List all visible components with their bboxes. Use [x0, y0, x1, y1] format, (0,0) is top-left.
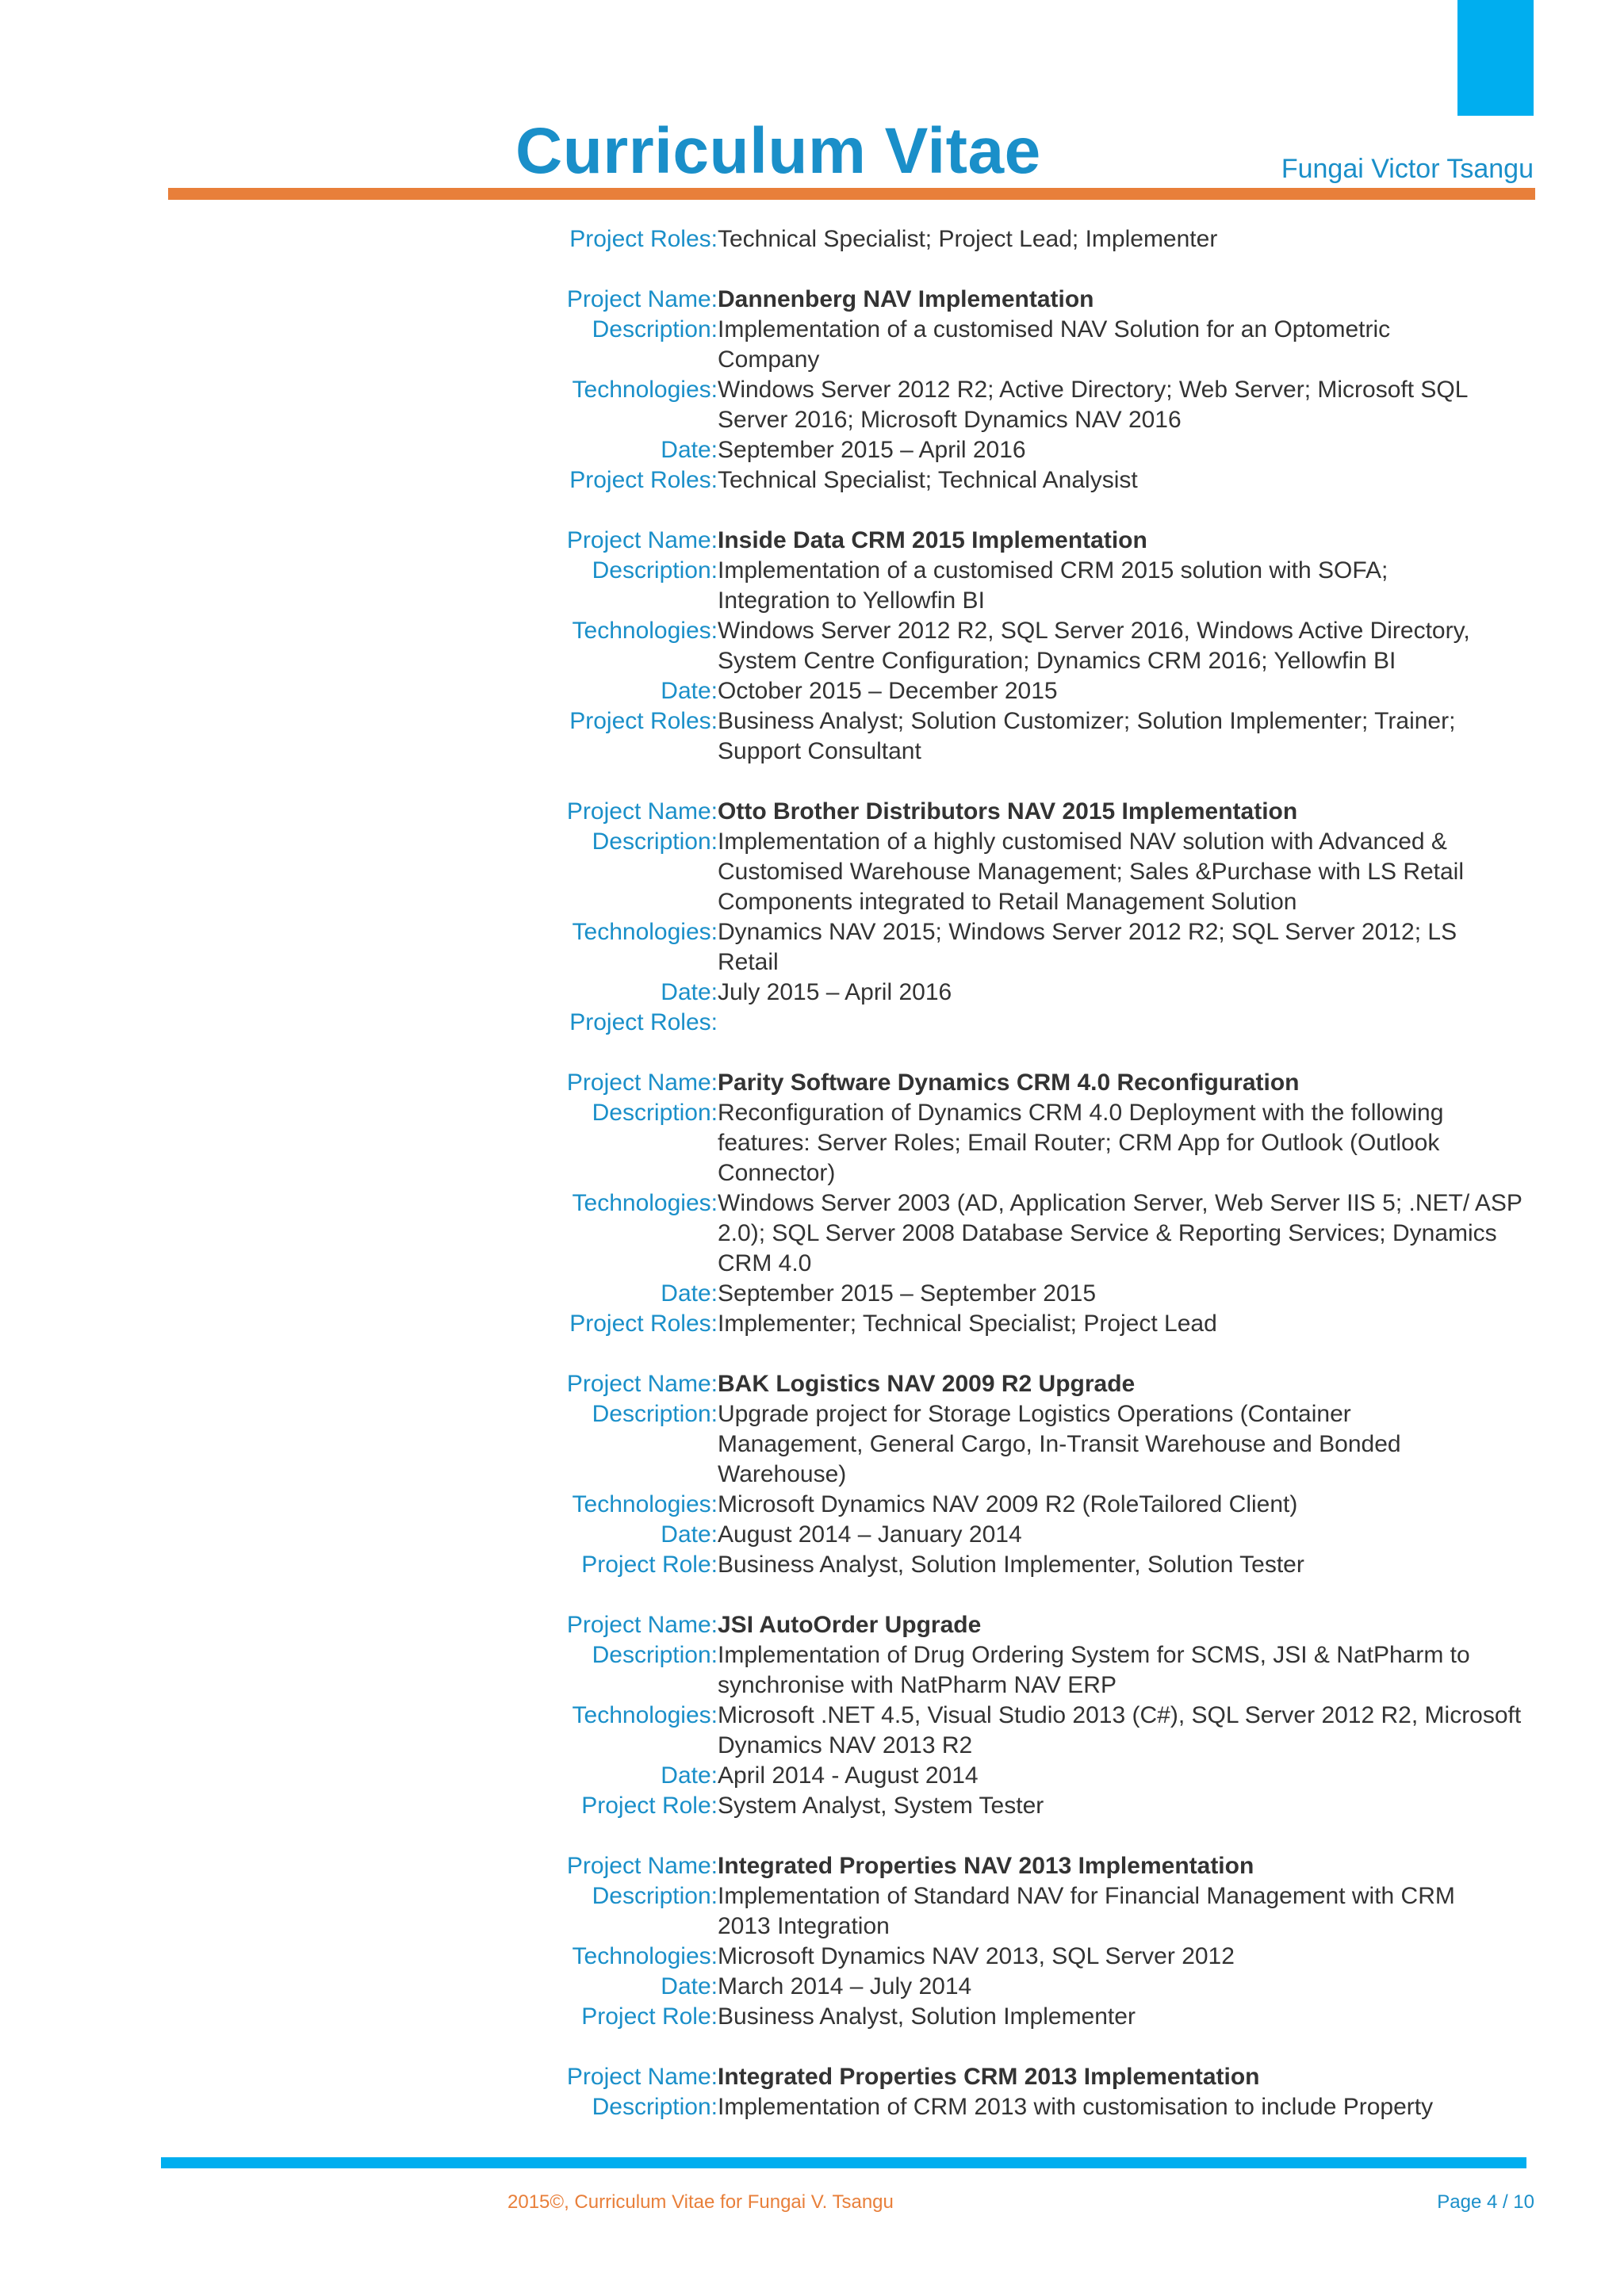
field-label: Project Roles:	[569, 226, 718, 252]
project-name: Inside Data CRM 2015 Implementation	[718, 527, 1147, 553]
project-technologies: Windows Server 2012 R2, SQL Server 2016, Windows Active Directory,	[718, 618, 1470, 644]
page-number: Page 4 / 10	[1437, 2191, 1534, 2213]
project-description: Warehouse)	[718, 1461, 847, 1487]
project-description: synchronise with NatPharm NAV ERP	[718, 1672, 1116, 1698]
project-entry	[508, 1851, 1522, 2032]
field-label: Project Name:	[566, 286, 718, 312]
field-label: Project Name:	[566, 2064, 718, 2090]
field-label: Technologies:	[572, 1491, 718, 1517]
project-description: Implementation of Drug Ordering System for SCMS, JSI & NatPharm to	[718, 1642, 1470, 1668]
field-label: Project Name:	[566, 1612, 718, 1638]
project-description: features: Server Roles; Email Router; CRM App for Outlook (Outlook	[718, 1130, 1440, 1156]
project-name: Parity Software Dynamics CRM 4.0 Reconfiguration	[718, 1070, 1300, 1096]
project-roles: Implementer; Technical Specialist; Project Lead	[718, 1311, 1217, 1337]
field-label: Project Name:	[566, 798, 718, 825]
field-label: Project Role:	[581, 1552, 718, 1578]
field-label: Date:	[661, 1973, 718, 1999]
field-label: Project Role:	[581, 2003, 718, 2030]
field-label: Technologies:	[572, 1943, 718, 1969]
page-title: Curriculum Vitae	[515, 115, 1041, 187]
field-label: Project Roles:	[569, 1009, 718, 1035]
field-label: Project Roles:	[569, 467, 718, 493]
field-label: Date:	[661, 1280, 718, 1307]
project-technologies: Dynamics NAV 2015; Windows Server 2012 R2; SQL Server 2012; LS Retail	[718, 919, 1457, 975]
field-label: Project Name:	[566, 1070, 718, 1096]
field-label: Description:	[592, 1100, 718, 1126]
project-entry	[508, 797, 1522, 1038]
field-label: Project Name:	[566, 1371, 718, 1397]
project-roles: Business Analyst, Solution Implementer	[718, 2003, 1136, 2030]
field-label: Date:	[661, 1762, 718, 1789]
project-description: Company	[718, 346, 820, 373]
project-technologies: 2.0); SQL Server 2008 Database Service & Reporting Services; Dynamics	[718, 1220, 1497, 1246]
project-roles: Technical Specialist; Technical Analysist	[718, 467, 1138, 493]
project-roles: Business Analyst; Solution Customizer; Solution Implementer; Trainer;	[718, 708, 1456, 734]
project-description: 2013 Integration	[718, 1913, 890, 1939]
field-label: Description:	[592, 828, 718, 855]
project-name: BAK Logistics NAV 2009 R2 Upgrade	[718, 1371, 1136, 1397]
header-rule	[168, 188, 1535, 200]
project-date: September 2015 – April 2016	[718, 437, 1026, 463]
project-name: JSI AutoOrder Upgrade	[718, 1612, 982, 1638]
project-technologies: Windows Server 2003 (AD, Application Server, Web Server IIS 5; .NET/ ASP	[718, 1190, 1522, 1216]
project-entry	[508, 1068, 1522, 1339]
project-date: July 2015 – April 2016	[718, 979, 952, 1005]
field-label: Project Roles:	[569, 708, 718, 734]
project-description: Connector)	[718, 1160, 836, 1186]
field-label: Description:	[592, 1642, 718, 1668]
project-roles: Support Consultant	[718, 738, 921, 764]
project-description: Customised Warehouse Management; Sales &Purchase with LS Retail	[718, 859, 1465, 885]
project-continued	[508, 224, 1522, 254]
project-date: March 2014 – July 2014	[718, 1973, 972, 1999]
project-technologies: Server 2016; Microsoft Dynamics NAV 2016	[718, 407, 1182, 433]
project-description: Reconfiguration of Dynamics CRM 4.0 Deployment with the following	[718, 1100, 1444, 1126]
project-entry	[508, 1610, 1522, 1821]
project-entry	[508, 526, 1522, 767]
field-label: Description:	[592, 1883, 718, 1909]
project-technologies: Microsoft .NET 4.5, Visual Studio 2013 (C#), SQL Server 2012 R2, Microsoft	[718, 1702, 1522, 1728]
project-technologies: CRM 4.0	[718, 1250, 812, 1276]
field-label: Project Role:	[581, 1793, 718, 1819]
field-label: Date:	[661, 979, 718, 1005]
field-label: Date:	[661, 678, 718, 704]
cv-content	[508, 224, 1522, 2152]
field-label: Date:	[661, 1521, 718, 1548]
project-name: Integrated Properties NAV 2013 Implementation	[718, 1853, 1254, 1879]
project-date: August 2014 – January 2014	[718, 1521, 1022, 1548]
project-roles: System Analyst, System Tester	[718, 1793, 1044, 1819]
project-description: Implementation of CRM 2013 with customisation to include Property	[718, 2094, 1434, 2120]
field-label: Technologies:	[572, 1190, 718, 1216]
field-label: Technologies:	[572, 1702, 718, 1728]
project-entry	[508, 2062, 1522, 2122]
project-name: Otto Brother Distributors NAV 2015 Implementation	[718, 798, 1298, 825]
project-description: Integration to Yellowfin BI	[718, 587, 985, 614]
field-label: Description:	[592, 2094, 718, 2120]
field-label: Date:	[661, 437, 718, 463]
field-label: Project Name:	[566, 1853, 718, 1879]
project-date: April 2014 - August 2014	[718, 1762, 979, 1789]
field-label: Description:	[592, 1401, 718, 1427]
project-description: Implementation of a highly customised NAV solution with Advanced &	[718, 828, 1447, 855]
field-label: Project Roles:	[569, 1311, 718, 1337]
author-name: Fungai Victor Tsangu	[1281, 154, 1534, 184]
project-description: Components integrated to Retail Management Solution	[718, 889, 1297, 915]
project-technologies: Microsoft Dynamics NAV 2009 R2 (RoleTailored Client)	[718, 1491, 1298, 1517]
project-name: Dannenberg NAV Implementation	[718, 286, 1094, 312]
project-roles	[718, 1008, 1522, 1038]
project-description: Implementation of Standard NAV for Financial Management with CRM	[718, 1883, 1455, 1909]
project-date: September 2015 – September 2015	[718, 1280, 1096, 1307]
project-name: Integrated Properties CRM 2013 Implementation	[718, 2064, 1260, 2090]
project-technologies: Dynamics NAV 2013 R2	[718, 1732, 973, 1758]
footer-rule	[161, 2157, 1526, 2168]
field-label: Description:	[592, 557, 718, 584]
project-date: October 2015 – December 2015	[718, 678, 1058, 704]
project-roles: Business Analyst, Solution Implementer, Solution Tester	[718, 1552, 1304, 1578]
field-label: Technologies:	[572, 377, 718, 403]
project-description: Implementation of a customised NAV Solution for an Optometric	[718, 316, 1391, 342]
project-description: Management, General Cargo, In-Transit Warehouse and Bonded	[718, 1431, 1401, 1457]
project-technologies: System Centre Configuration; Dynamics CRM 2016; Yellowfin BI	[718, 648, 1396, 674]
footer-copyright: 2015©, Curriculum Vitae for Fungai V. Tsangu	[508, 2191, 894, 2213]
field-label: Description:	[592, 316, 718, 342]
project-roles: Technical Specialist; Project Lead; Implementer	[718, 226, 1218, 252]
corner-tab	[1457, 0, 1534, 116]
project-description: Upgrade project for Storage Logistics Operations (Container	[718, 1401, 1351, 1427]
project-technologies: Microsoft Dynamics NAV 2013, SQL Server 2012	[718, 1943, 1235, 1969]
project-technologies: Windows Server 2012 R2; Active Directory; Web Server; Microsoft SQL	[718, 377, 1469, 403]
project-entry	[508, 1369, 1522, 1580]
field-label: Technologies:	[572, 618, 718, 644]
project-entry	[508, 285, 1522, 496]
field-label: Technologies:	[572, 919, 718, 945]
field-label: Project Name:	[566, 527, 718, 553]
project-description: Implementation of a customised CRM 2015 solution with SOFA;	[718, 557, 1388, 584]
